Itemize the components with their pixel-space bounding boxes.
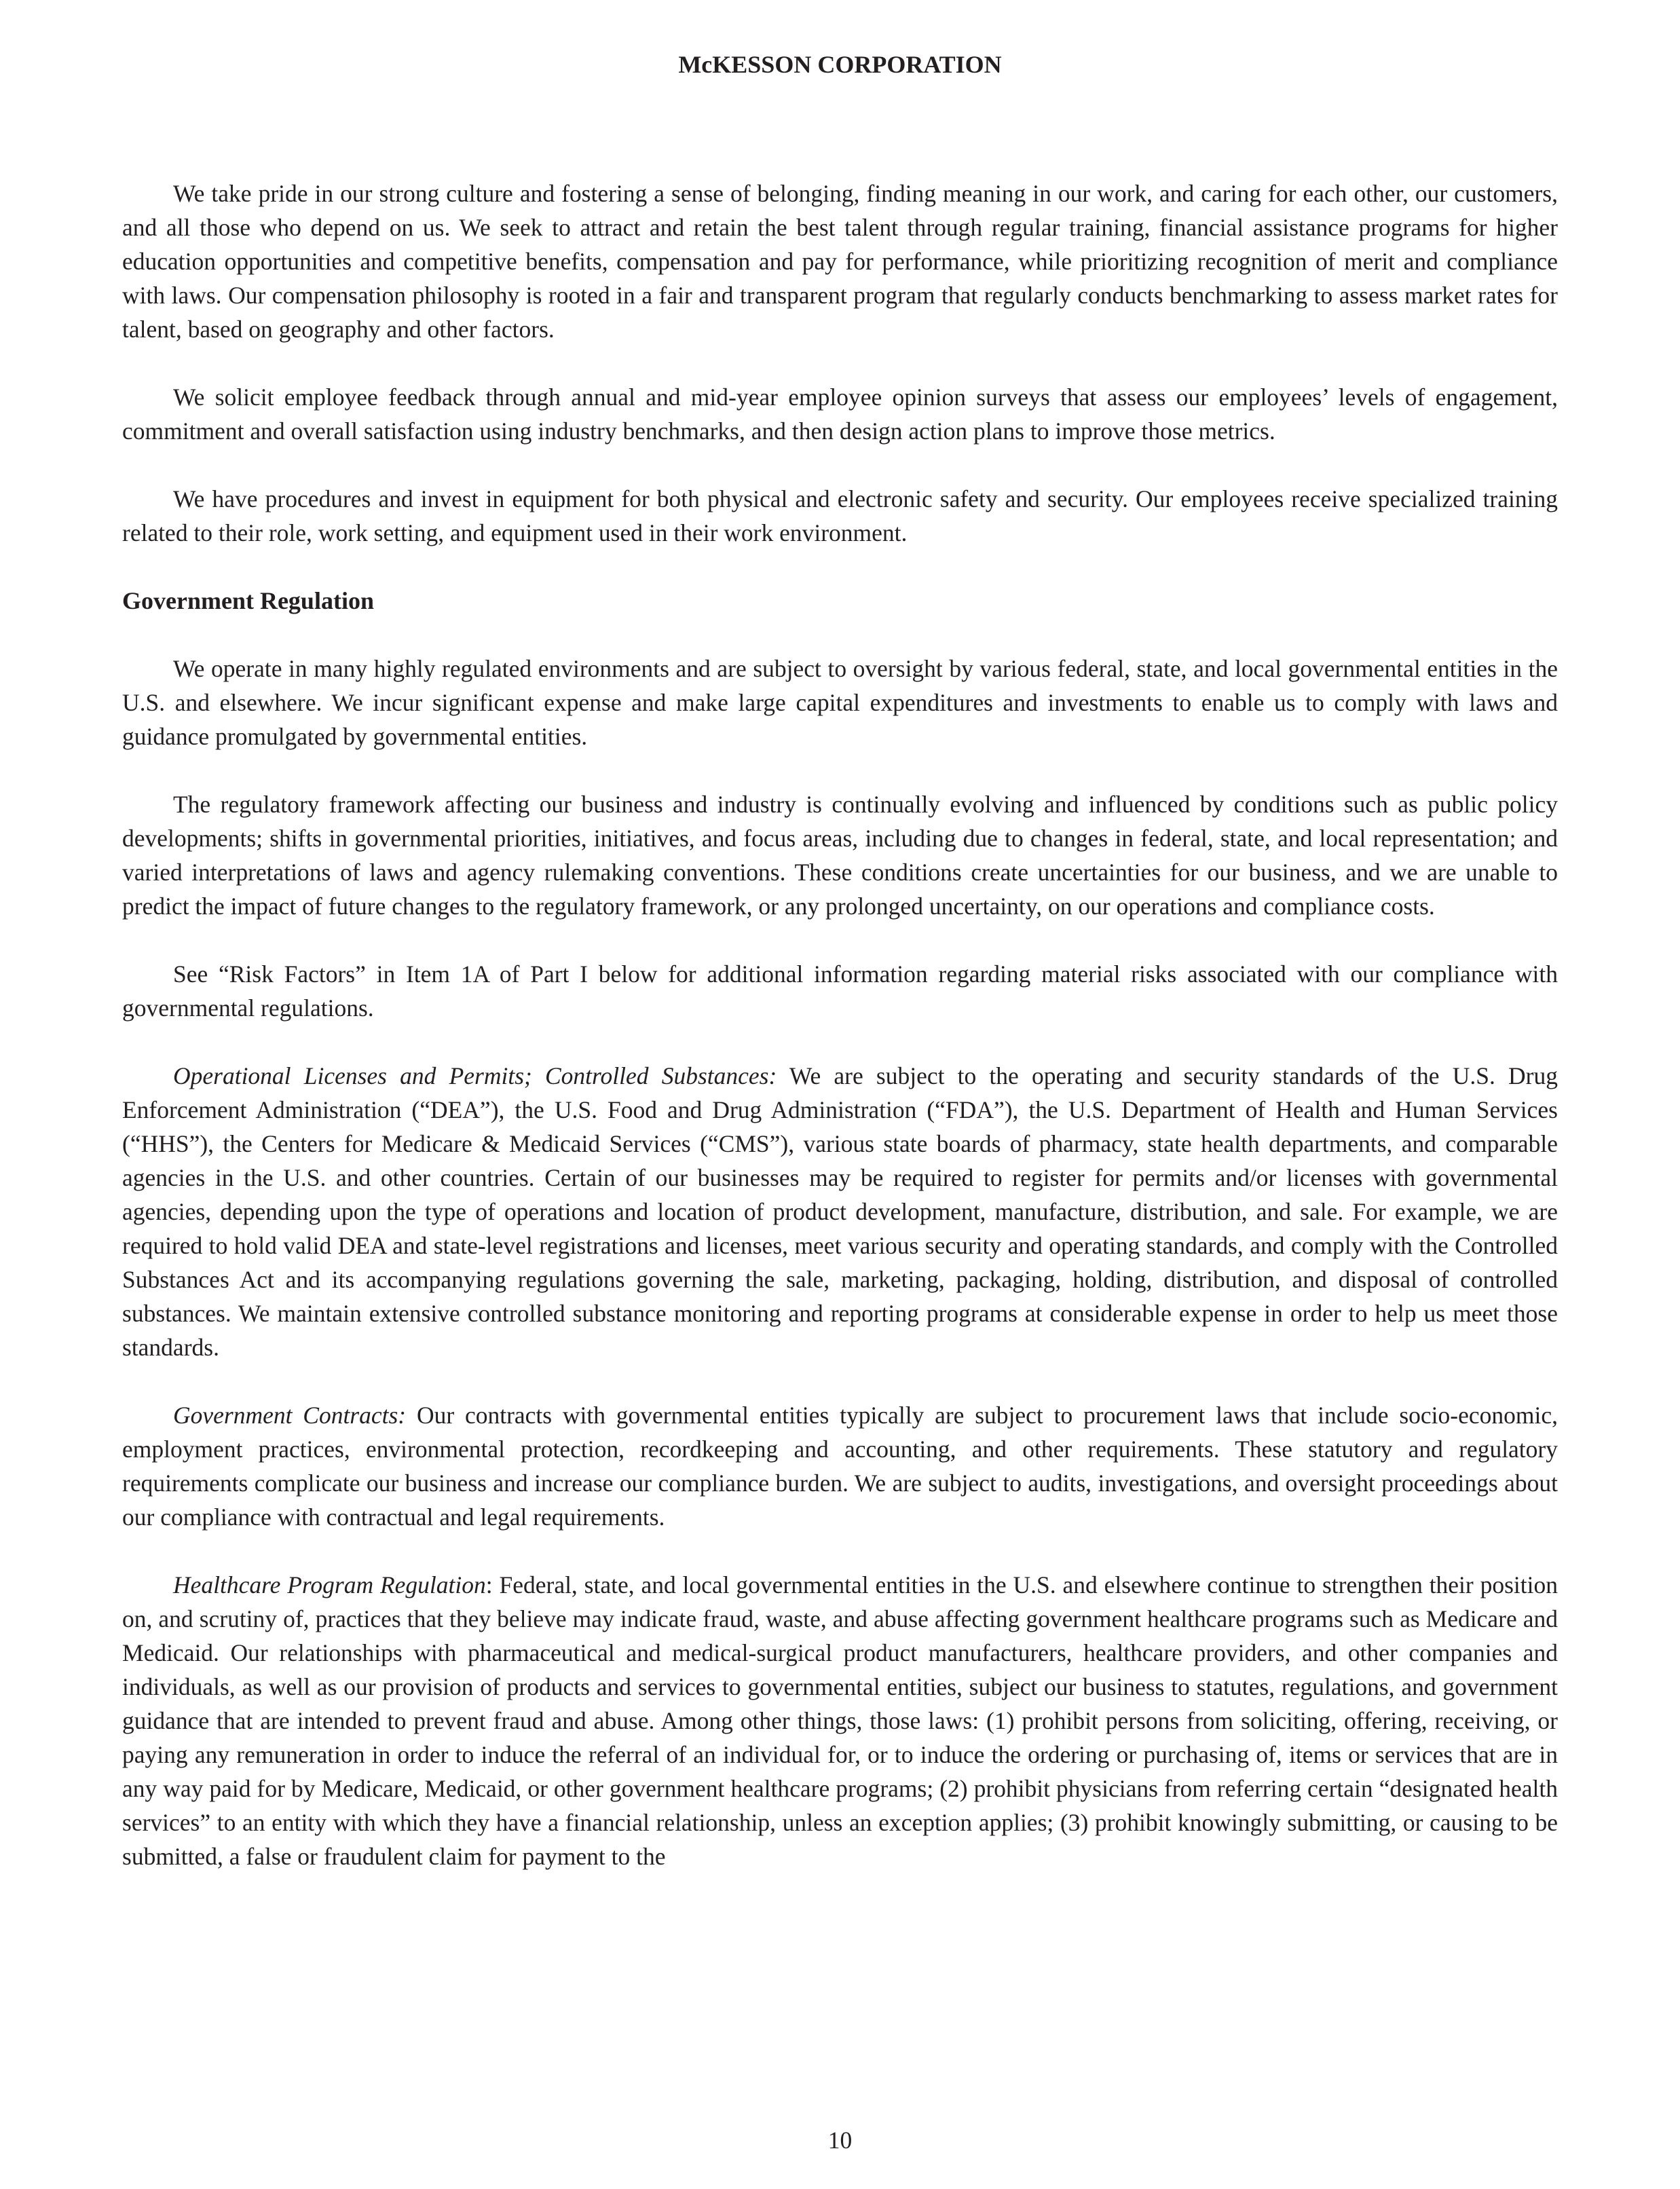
licenses-permits-title: Operational Licenses and Permits; Controlled Substances: [173,1062,777,1089]
government-contracts-paragraph [122,1398,1558,1534]
section-heading: Government Regulation [122,587,374,614]
employee-feedback-paragraph: We solicit employee feedback through annual and mid-year employee opinion surveys that assess our employees’ levels of engagement, commitment and overall satisfaction using industry benchmarks, and then design action plans to improve those metrics. [122,383,1558,445]
safety-security-paragraph: We have procedures and invest in equipment for both physical and electronic safety and security. Our employees receive specialized training related to their role, work setting, and equipment used in their work environment. [122,485,1558,546]
regulated-environments-paragraph: We operate in many highly regulated environments and are subject to oversight by various federal, state, and local governmental entities in the U.S. and elsewhere. We incur significant expense and make large capital expenditures and investments to enable us to comply with laws and guidance promulgated by governmental entities. [122,655,1558,750]
licenses-permits-body: We are subject to the operating and security standards of the U.S. Drug Enforcement Administration (“DEA”), the U.S. Food and Drug Administration (“FDA”), the U.S. Department of Health and Human Services (“HHS”), the Centers for Medicare & Medicaid Services (“CMS”), various state boards of pharmacy, state health departments, and comparable agencies in the U.S. and other countries. Certain of our businesses may be required to register for permits and/or licenses with governmental agencies, depending upon the type of operations and location of product development, manufacture, distribution, and sale. For example, we are required to hold valid DEA and state-level registrations and licenses, meet various security and operating standards, and comply with the Controlled Substances Act and its accompanying regulations governing the sale, marketing, packaging, holding, distribution, and disposal of controlled substances. We maintain extensive controlled substance monitoring and reporting programs at considerable expense in order to help us meet those standards. [122,1062,1558,1361]
government-contracts-body: Our contracts with governmental entities typically are subject to procurement laws that include socio-economic, employment practices, environmental protection, recordkeeping and accounting, and other requirements. These statutory and regulatory requirements complicate our business and increase our compliance burden. We are subject to audits, investigations, and oversight proceedings about our compliance with contractual and legal requirements. [122,1402,1558,1531]
page-number: 10 [827,2127,853,2154]
healthcare-program-paragraph [122,1568,1558,1873]
culture-paragraph: We take pride in our strong culture and fostering a sense of belonging, finding meaning in our work, and caring for each other, our customers, and all those who depend on us. We seek to attract and retain the best talent through regular training, financial assistance programs for higher education opportunities and competitive benefits, compensation and pay for performance, while prioritizing recognition of merit and compliance with laws. Our compensation philosophy is rooted in a fair and transparent program that regularly conducts benchmarking to assess market rates for talent, based on geography and other factors. [122,180,1558,343]
healthcare-program-body: : Federal, state, and local governmental entities in the U.S. and elsewhere continue to strengthen their position on, and scrutiny of, practices that they believe may indicate fraud, waste, and abuse affecting government healthcare programs such as Medicare and Medicaid. Our relationships with pharmaceutical and medical-surgical product manufacturers, healthcare providers, and other companies and individuals, as well as our provision of products and services to governmental entities, subject our business to statutes, regulations, and government guidance that are intended to prevent fraud and abuse. Among other things, those laws: (1) prohibit persons from soliciting, offering, receiving, or paying any remuneration in order to induce the referral of an individual for, or to induce the ordering or purchasing of, items or services that are in any way paid for by Medicare, Medicaid, or other government healthcare programs; (2) prohibit physicians from referring certain “designated health services” to an entity with which they have a financial relationship, unless an exception applies; (3) prohibit knowingly submitting, or causing to be submitted, a false or fraudulent claim for payment to the [122,1571,1558,1870]
government-contracts-title: Government Contracts: [173,1402,407,1429]
page-content [122,176,1558,1873]
page-header: McKESSON CORPORATION [678,51,1002,78]
regulatory-framework-paragraph: The regulatory framework affecting our business and industry is continually evolving and influenced by conditions such as public policy developments; shifts in governmental priorities, initiatives, and focus areas, including due to changes in federal, state, and local representation; and varied interpretations of laws and agency rulemaking conventions. These conditions create uncertainties for our business, and we are unable to predict the impact of future changes to the regulatory framework, or any prolonged uncertainty, on our operations and compliance costs. [122,791,1558,920]
healthcare-program-title: Healthcare Program Regulation [173,1571,486,1598]
licenses-permits-paragraph [122,1059,1558,1364]
risk-factors-paragraph: See “Risk Factors” in Item 1A of Part I below for additional information regarding material risks associated with our compliance with governmental regulations. [122,960,1558,1022]
